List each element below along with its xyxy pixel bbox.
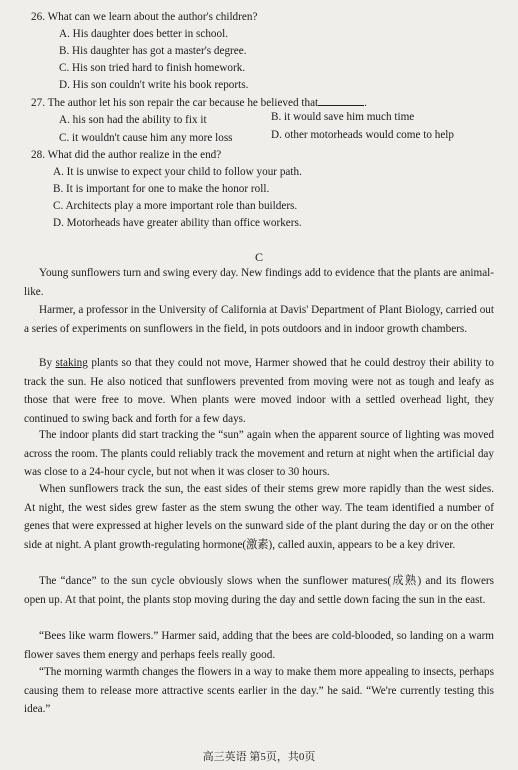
passage-paragraph-6: The “dance” to the sun cycle obviously slows when the sunflower matures(成熟) and its flowers open up. At that point, the plants stop moving during the day and settle down facing the sun in the east. — [24, 575, 494, 606]
question-26-option-b: B. His daughter has got a master's degree. — [59, 45, 247, 57]
question-28-option-b: B. It is important for one to make the honor roll. — [53, 183, 270, 195]
question-28-stem: 28. What did the author realize in the end? — [31, 149, 222, 161]
passage-paragraph-8: “The morning warmth changes the flowers in a way to make them more appealing to insects, perhaps causing them to release more attractive scents earlier in the day.” he said. “We're currently testing this idea.” — [24, 666, 494, 716]
passage-paragraph-5: When sunflowers track the sun, the east sides of their stems grew more rapidly than the west sides. At night, the west sides grew faster as the stem swung the other way. The team identified a number of genes that were expressed at higher levels on the sunward side of the plant during the day or on the other side at night. A plant growth-regulating hormone(激素), called auxin, appears to be a key driver. — [24, 483, 494, 551]
answer-blank — [318, 95, 364, 106]
section-heading: C — [254, 250, 263, 264]
question-28-option-c: C. Architects play a more important role than builders. — [53, 200, 298, 212]
passage-paragraph-7: “Bees like warm flowers.” Harmer said, adding that the bees are cold-blooded, so landing on a warm flower saves them energy and perhaps feels really good. — [24, 630, 494, 661]
passage-paragraph-2: Harmer, a professor in the University of California at Davis' Department of Plant Biology, carried out a series of experiments on sunflowers in the field, in pots outdoors and in indoor growth chambers. — [24, 304, 494, 335]
passage-paragraph-4: The indoor plants did start tracking the “sun” again when the apparent source of lighting was moved across the room. The plants could reliably track the movement and return at night when the artificial day was close to a 24-hour cycle, but not when it was closer to 30 hours. — [24, 429, 494, 479]
question-26-option-a: A. His daughter does better in school. — [59, 28, 229, 40]
passage-paragraph-3 — [24, 354, 494, 428]
question-27-option-b: B. it would save him much time — [271, 111, 415, 123]
question-28-option-a: A. It is unwise to expect your child to follow your path. — [53, 166, 302, 178]
paragraph-3-start: By — [39, 357, 56, 369]
question-27-option-a: A. his son had the ability to fix it — [59, 114, 207, 126]
passage-paragraph-1: Young sunflowers turn and swing every day. New findings add to evidence that the plants are animal-like. — [24, 267, 494, 298]
paragraph-3-rest: plants so that they could not move, Harmer showed that he could destroy their ability to track the sun. He also noticed that sunflowers prevented from moving were not as tough and leafy as those that were free to move. When plants were moved indoor with a settled overhead light, they continued to swing back and forth for a few days. — [24, 357, 494, 425]
question-27-stem-end: . — [364, 97, 367, 109]
question-28-option-d: D. Motorheads have greater ability than office workers. — [53, 217, 302, 229]
question-27-option-d: D. other motorheads would come to help — [271, 129, 454, 141]
question-27-stem-text: 27. The author let his son repair the car because he believed that — [31, 97, 319, 109]
question-26-option-c: C. His son tried hard to finish homework. — [59, 62, 246, 74]
underlined-word: staking — [55, 357, 88, 369]
question-27-option-c: C. it wouldn't cause him any more loss — [59, 132, 233, 144]
question-27-stem — [31, 95, 367, 110]
question-26-stem: 26. What can we learn about the author's children? — [31, 11, 258, 23]
question-26-option-d: D. His son couldn't write his book reports. — [59, 79, 249, 91]
page-footer: 高三英语 第5页，共0页 — [202, 751, 316, 763]
